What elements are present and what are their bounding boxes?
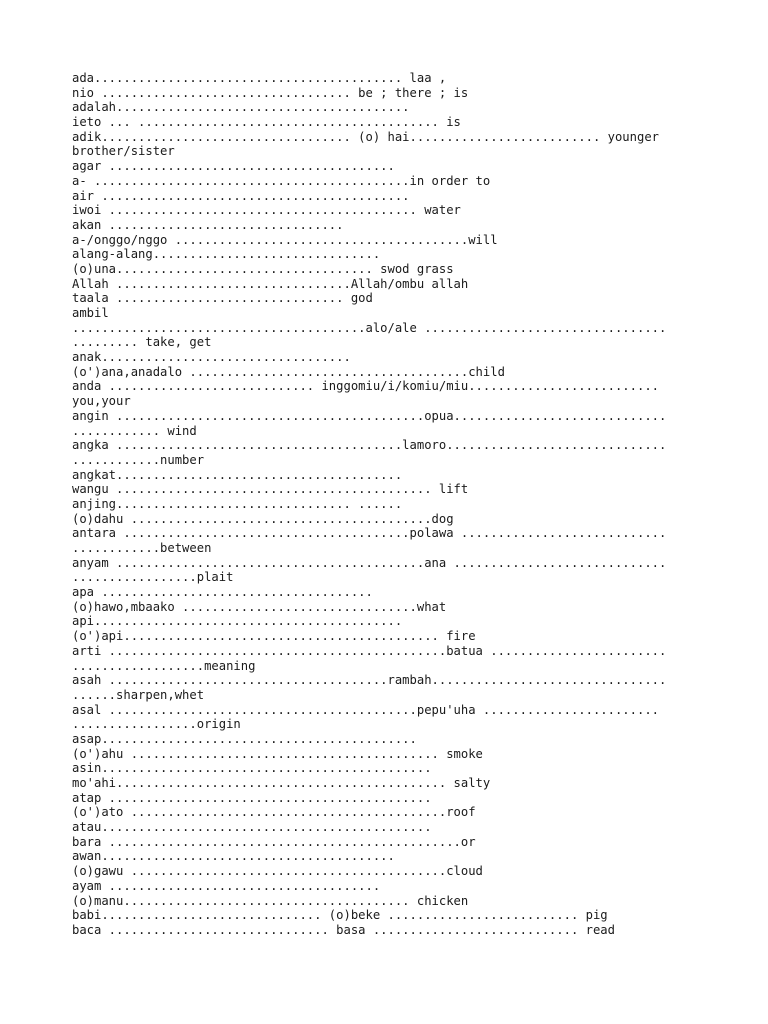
text-line: baca .............................. basa ............................ read [72,922,615,937]
text-line: you,your [72,394,131,409]
text-line: (o')api........................................... fire [72,629,476,644]
text-line: anjing................................ ...... [72,496,403,511]
text-line: ieto ... ......................................... is [72,115,461,130]
text-line: adik.................................. (o) hai.......................... younger [72,129,659,144]
text-line: apa ..................................... [72,585,373,600]
text-line: api.......................................... [72,614,403,629]
text-line: antara .......................................polawa ............................ [72,526,667,541]
text-line: ............ wind [72,423,197,438]
text-line: (o)dahu .........................................dog [72,511,454,526]
text-line: .................plait [72,570,234,585]
text-line: (o)una................................... swod grass [72,261,454,276]
text-line: (o')ana,anadalo ......................................child [72,364,505,379]
text-line: Allah ................................Allah/ombu allah [72,276,469,291]
text-line: akan ................................ [72,217,344,232]
text-line: awan........................................ [72,849,395,864]
text-line: asah ......................................rambah................................ [72,673,667,688]
text-line: ada.......................................... laa , [72,71,447,85]
text-line: babi.............................. (o)beke .......................... pig [72,908,608,923]
text-line: anyam ..........................................ana ............................. [72,555,667,570]
text-line: asal ..........................................pepu'uha ........................ [72,702,659,717]
text-line: angin ..........................................opua............................. [72,408,667,423]
text-line: ambil [72,306,109,320]
text-line: ayam ..................................... [72,878,381,893]
text-line: anda ............................ inggomiu/i/komiu/miu.......................... [72,379,659,394]
text-line: brother/sister [72,144,175,159]
text-line: nio .................................. be ; there ; is [72,85,469,100]
text-line: angkat....................................... [72,467,403,482]
text-line: ..................meaning [72,658,256,673]
text-line: arti ..............................................batua ........................ [72,643,667,658]
text-line: air .......................................... [72,188,410,203]
text-line: ............between [72,541,212,555]
text-line: ......sharpen,whet [72,687,205,702]
text-line: (o)manu....................................... chicken [72,893,469,908]
text-line: taala ............................... god [72,291,373,306]
text-line: ........................................alo/ale ................................. [72,320,667,335]
text-line: mo'ahi............................................. salty [72,776,491,790]
text-line: anak.................................. [72,350,351,365]
text-line: agar ....................................... [72,159,395,174]
text-line: .................origin [72,717,241,732]
text-line: (o')ato ...........................................roof [72,805,476,820]
text-line: adalah........................................ [72,100,410,115]
text-line: ............number [72,452,205,467]
text-line: alang-alang............................... [72,247,381,262]
text-line: (o)hawo,mbaako ................................what [72,599,447,614]
text-line: a-/onggo/nggo ........................................will [72,232,498,247]
text-line: atap ............................................ [72,790,432,805]
dictionary-text [72,71,708,938]
text-line: atau............................................. [72,820,432,835]
text-line: a- ...........................................in order to [72,173,491,188]
text-line: (o')ahu .......................................... smoke [72,746,483,761]
text-line: angka .......................................lamoro.............................. [72,438,667,453]
text-line: ......... take, get [72,335,212,350]
text-line: wangu ........................................... lift [72,482,469,497]
text-line: iwoi .......................................... water [72,203,461,218]
text-line: asin............................................. [72,761,432,776]
text-line: (o)gawu ...........................................cloud [72,864,483,879]
text-line: asap........................................... [72,731,417,746]
text-line: bara ................................................or [72,834,476,849]
